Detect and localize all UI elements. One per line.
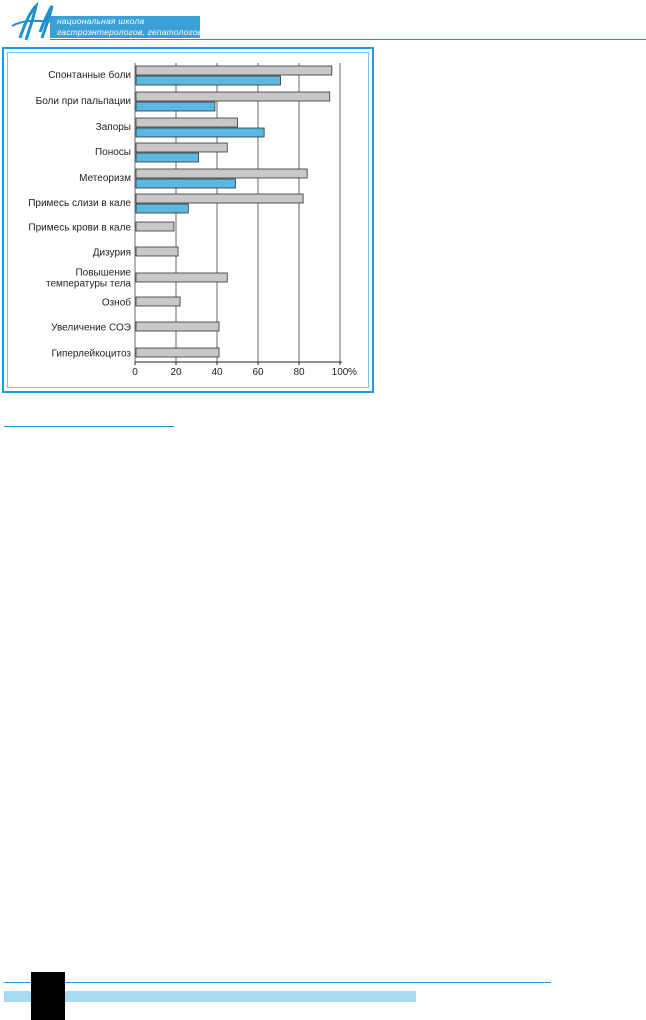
category-label-7: Дизурия: [92, 247, 131, 259]
x-tick-label-40: 40: [211, 367, 223, 378]
x-tick-label-0: 0: [132, 367, 138, 378]
x-tick-label-60: 60: [252, 367, 264, 378]
footer-rule: [4, 982, 551, 983]
category-label-6: Примесь крови в кале: [28, 222, 131, 234]
page-header: [0, 0, 646, 45]
bar-chart: [4, 49, 372, 391]
bar-series1-10: [136, 322, 219, 331]
category-label-8-line0: Повышение: [75, 267, 131, 279]
category-label-1: Боли при пальпации: [35, 96, 131, 107]
chart-frame: [2, 47, 374, 393]
caption-rule: [4, 426, 174, 427]
bar-series1-3: [136, 143, 227, 152]
category-label-10: Увеличение СОЭ: [51, 322, 131, 334]
bar-series1-7: [136, 247, 178, 256]
bar-series1-4: [136, 169, 307, 178]
bar-series1-1: [136, 92, 330, 101]
bar-series1-11: [136, 348, 219, 357]
category-label-4: Метеоризм: [79, 173, 131, 184]
footer-band: [4, 991, 416, 1002]
bar-series1-2: [136, 118, 238, 127]
bar-series1-6: [136, 222, 174, 231]
category-label-3: Поносы: [94, 147, 131, 158]
bar-series2-0: [136, 76, 281, 85]
x-tick-label-80: 80: [293, 367, 305, 378]
page-number-block: [31, 972, 65, 1020]
category-label-0: Спонтанные боли: [48, 70, 131, 81]
bar-series1-5: [136, 194, 303, 203]
bar-series2-5: [136, 204, 188, 213]
category-label-2: Запоры: [95, 122, 131, 133]
bar-series1-0: [136, 66, 332, 75]
x-tick-label-100: 100: [331, 367, 349, 378]
bar-series1-8: [136, 273, 227, 282]
category-label-5: Примесь слизи в кале: [28, 198, 131, 209]
bar-series2-2: [136, 128, 264, 137]
header-title-line2: гастроэнтерологов, гепатологов: [57, 27, 203, 37]
category-label-11: Гиперлейкоцитоз: [51, 348, 131, 360]
header-title-line1: национальная школа: [57, 16, 145, 26]
category-label-9: Озноб: [101, 297, 131, 309]
x-tick-label-20: 20: [170, 367, 182, 378]
x-unit-label: %: [348, 367, 357, 378]
category-label-8-line1: температуры тела: [46, 278, 131, 290]
bar-series1-9: [136, 297, 180, 306]
header-rule: [50, 39, 646, 40]
bar-series2-1: [136, 102, 215, 111]
bar-series2-3: [136, 153, 199, 162]
bar-series2-4: [136, 179, 235, 188]
